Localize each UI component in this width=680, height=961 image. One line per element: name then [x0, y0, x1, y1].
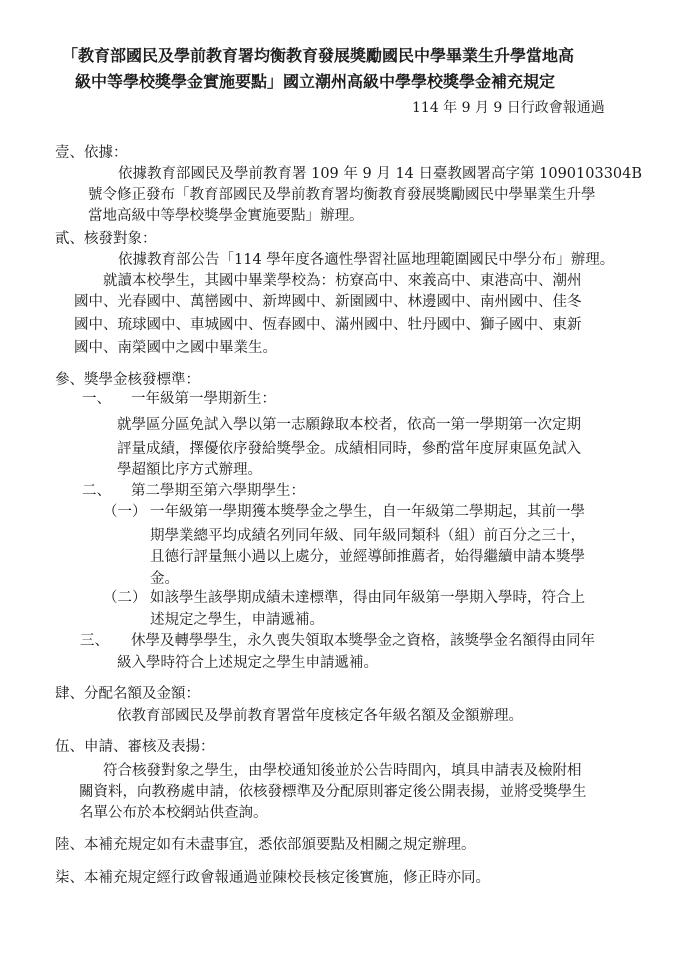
document-title-line-2: 級中等學校獎學金實施要點」國立潮州高級中學學校獎學金補充規定 — [75, 72, 556, 91]
item-1-title: 一年級第一學期新生： — [131, 391, 276, 407]
section-1-text: 號令修正發布「教育部國民及學前教育署均衡教育發展獎勵國民中學畢業生升學 — [88, 187, 596, 203]
section-2-text: 國中、琉球國中、車城國中、恆春國中、滿州國中、牡丹國中、獅子國中、東新 — [74, 317, 582, 333]
item-1-text: 評量成績，擇優依序發給獎學金。成績相同時，參酌當年度屏東區免試入 — [117, 441, 581, 457]
section-5-heading: 伍、申請、審核及表揚： — [55, 739, 215, 755]
subitem-1-text: 一年級第一學期獲本獎學金之學生，自一年級第二學期起，其前一學 — [150, 504, 585, 520]
section-1-text: 當地高級中等學校獎學金實施要點」辦理。 — [88, 208, 364, 224]
section-3-heading: 參、獎學金核發標準： — [55, 372, 200, 388]
section-6-text: 陸、本補充規定如有未盡事宜，悉依部頒要點及相關之規定辦理。 — [55, 837, 476, 853]
item-3-text: 級入學時符合上述規定之學生申請遞補。 — [117, 655, 378, 671]
subitem-1-text: 期學業總平均成績名列同年級、同年級同類科（組）前百分之三十， — [150, 528, 585, 544]
subitem-1-number: （一） — [103, 504, 147, 520]
section-1-heading: 壹、依據： — [55, 145, 128, 161]
section-5-text: 符合核發對象之學生，由學校通知後並於公告時間內，填具申請表及檢附相 — [103, 763, 582, 779]
section-2-text: 國中、光春國中、萬巒國中、新埤國中、新園國中、林邊國中、南州國中、佳冬 — [74, 294, 582, 310]
item-2-title: 第二學期至第六學期學生： — [131, 483, 305, 499]
item-3-number: 三、 — [80, 633, 109, 649]
subitem-2-text: 如該學生該學期成績未達標準，得由同年級第一學期入學時，符合上 — [150, 590, 585, 606]
subitem-2-text: 述規定之學生，申請遞補。 — [150, 612, 324, 628]
item-2-number: 二、 — [82, 483, 111, 499]
subitem-1-text: 金。 — [150, 571, 179, 587]
section-2-heading: 貳、核發對象： — [55, 231, 157, 247]
item-1-number: 一、 — [82, 391, 111, 407]
section-5-text: 關資料，向教務處申請，依核發標準及分配原則審定後公開表揚，並將受獎學生 — [79, 784, 587, 800]
section-2-text: 依據教育部公告「114 學年度各適性學習社區地理範圍國民中學分布」辦理。 — [118, 252, 615, 268]
document-title-line-1: 「教育部國民及學前教育署均衡教育發展獎勵國民中學畢業生升學當地高 — [62, 46, 575, 65]
section-2-text: 就讀本校學生，其國中畢業學校為：枋寮高中、來義高中、東港高中、潮州 — [103, 273, 582, 289]
section-1-text: 依據教育部國民及學前教育署 109 年 9 月 14 日臺教國署高字第 1090103304B — [118, 166, 643, 182]
approval-date: 114 年 9 月 9 日行政會報通過 — [412, 100, 605, 116]
section-4-heading: 肆、分配名額及金額： — [55, 686, 200, 702]
item-1-text: 學超額比序方式辦理。 — [117, 462, 262, 478]
subitem-2-number: （二） — [103, 590, 147, 606]
section-4-text: 依教育部國民及學前教育署當年度核定各年級名額及金額辦理。 — [117, 708, 523, 724]
item-1-text: 就學區分區免試入學以第一志願錄取本校者，依高一第一學期第一次定期 — [117, 417, 581, 433]
section-7-text: 柒、本補充規定經行政會報通過並陳校長核定後實施，修正時亦同。 — [55, 870, 490, 886]
section-5-text: 名單公布於本校網站供查詢。 — [79, 805, 268, 821]
section-2-text: 國中、南榮國中之國中畢業生。 — [74, 340, 277, 356]
subitem-1-text: 且德行評量無小過以上處分，並經導師推薦者，始得繼續申請本獎學 — [150, 549, 585, 565]
item-3-text: 休學及轉學學生，永久喪失領取本獎學金之資格，該獎學金名額得由同年 — [131, 633, 595, 649]
